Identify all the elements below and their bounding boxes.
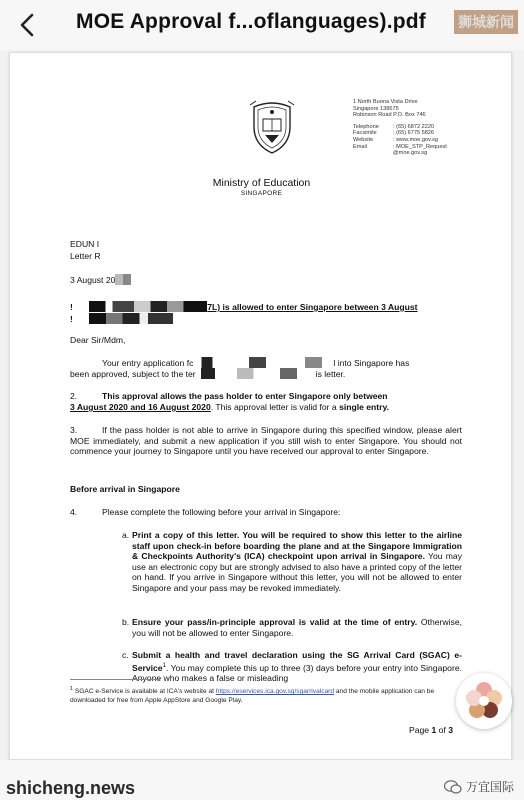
footnote-divider	[70, 679, 160, 680]
paragraph-1-line	[70, 368, 345, 380]
paragraph-1-line	[102, 357, 409, 369]
contact-value: : MOE_STP_Request	[393, 143, 447, 150]
list-item-b	[132, 617, 462, 638]
item-b-text: Otherwise, you will not be allowed to enter Singapore.	[132, 617, 462, 638]
coat-of-arms-icon	[246, 97, 298, 155]
paragraph-2-text: This approval allows the pass holder to enter Singapore only between	[102, 391, 388, 401]
paragraph-number: 4.	[70, 507, 78, 517]
contact-label: Website	[353, 136, 374, 143]
reference-line: Letter R	[70, 251, 101, 261]
redaction-mosaic	[193, 357, 333, 368]
footnote-text: and the mobile application can be downloaded for free from Apple AppStore and Google Play.	[70, 688, 435, 704]
page-prefix: Page	[409, 725, 432, 735]
letterhead-address	[353, 99, 447, 157]
section-heading: Before arrival in Singapore	[70, 484, 180, 494]
p2-emphasis: single entry.	[339, 402, 390, 412]
contact-value: : www.moe.gov.sg	[393, 136, 438, 143]
item-a-bold: Print a copy of this letter. You will be required to show this letter to the airline staff upon check-in before boarding the plane and at the Singapore Immigration & Checkpoints Authority's (ICA) checkpoint upon arrival in Singapore.	[132, 530, 462, 562]
bottom-bar	[0, 760, 524, 800]
paragraph-number: 3.	[70, 425, 78, 435]
p1-text: l into Singapore has	[333, 358, 410, 368]
page-total: 3	[448, 725, 453, 735]
paragraph-2-line	[70, 402, 389, 413]
address-line: Singapore 138675	[353, 105, 399, 112]
list-marker: c.	[122, 650, 129, 660]
site-watermark: shicheng.news	[6, 778, 136, 798]
paragraph-3: If the pass holder is not able to arrive in Singapore during this specified window, please alert MOE immediately, and submit a new application if you still wish to enter Singapore. You should not commence your journey to Singapore until you have received our approval to enter Singapore.	[70, 425, 462, 457]
sgac-link[interactable]: https://eservices.ica.gov.sg/sgarrivalcard	[215, 688, 335, 696]
redaction-mosaic	[115, 274, 131, 285]
address-line: 1 North Buona Vista Drive	[353, 99, 418, 105]
contact-label	[353, 150, 393, 157]
list-item-a	[132, 530, 462, 594]
floating-app-button[interactable]	[456, 673, 512, 729]
ministry-name: Ministry of Education	[212, 177, 311, 189]
contact-value: : (65) 6872 2220	[393, 123, 435, 130]
subject-line-2	[70, 313, 173, 325]
paragraph-4-text: Please complete the following before your arrival in Singapore:	[102, 507, 341, 517]
date-range: 3 August 2020 and 16 August 2020	[70, 402, 211, 412]
top-bar	[0, 0, 524, 50]
subject-line	[70, 301, 418, 313]
reference-line: EDUN I	[70, 239, 100, 249]
p2-text: . This approval letter is valid for a	[210, 402, 340, 412]
p1-text: is letter.	[315, 369, 346, 379]
date-text: 3 August 20	[70, 275, 116, 285]
redaction-mosaic	[196, 368, 316, 379]
page-number	[409, 725, 453, 735]
page-of: of	[436, 725, 449, 735]
letter-date	[70, 274, 131, 286]
wechat-watermark	[444, 778, 514, 795]
item-c-bold: Submit a health and travel declaration using the SG Arrival Card (SGAC) e-Service	[132, 650, 462, 673]
salutation: Dear Sir/Mdm,	[70, 335, 126, 345]
subject-mark: !	[70, 302, 73, 312]
footnote-text: SGAC e-Service is available at ICA's website at	[73, 688, 216, 696]
contact-label: Email	[353, 143, 367, 150]
p1-text: Your entry application fc	[102, 358, 194, 368]
chevron-left-icon	[14, 11, 42, 39]
list-item-c	[132, 650, 462, 684]
list-marker: b.	[122, 617, 130, 627]
page-current: 1	[431, 725, 437, 735]
subject-text: 7L) is allowed to enter Singapore between 3 August	[207, 302, 418, 312]
document-title: MOE Approval f...oflanguages).pdf	[76, 10, 426, 33]
wechat-icon	[444, 780, 462, 794]
wechat-account-name: 万宜国际	[465, 780, 514, 794]
footnote-ref: 1	[162, 662, 166, 669]
contact-label: Facsimile	[353, 130, 377, 137]
item-a-text: You may use an electronic copy but are strongly advised to also have a printed copy of the letter on hand. If you arrive in Singapore without this letter, you will not be allowed to enter Singapore and your pass may be revoked immediately.	[132, 551, 462, 593]
list-marker: a.	[122, 530, 130, 540]
contact-value: @moe.gov.sg	[393, 150, 428, 157]
contact-label: Telephone	[353, 123, 379, 130]
subject-mark: !	[70, 314, 73, 324]
paragraph-number: 2.	[70, 391, 78, 401]
footnote-number: 1	[70, 686, 74, 692]
back-button[interactable]	[14, 11, 42, 39]
ministry-country: SINGAPORE	[240, 190, 283, 197]
flower-logo-icon	[462, 679, 506, 723]
footnote	[70, 685, 460, 705]
p1-text: been approved, subject to the ter	[70, 369, 196, 379]
redaction-mosaic	[89, 313, 173, 324]
redaction-mosaic	[89, 301, 207, 312]
item-b-bold: Ensure your pass/in-principle approval is valid at the time of entry.	[132, 617, 418, 627]
pdf-page[interactable]	[9, 52, 512, 760]
watermark-logo: 狮城新闻	[454, 10, 518, 34]
address-line: Robinson Road P.O. Box 746	[353, 112, 426, 119]
item-c-text: . You may complete this up to three (3) days before your entry into Singapore. Anyone who makes a false or misleading	[132, 662, 462, 684]
contact-value: : (65) 6775 5826	[393, 130, 435, 137]
